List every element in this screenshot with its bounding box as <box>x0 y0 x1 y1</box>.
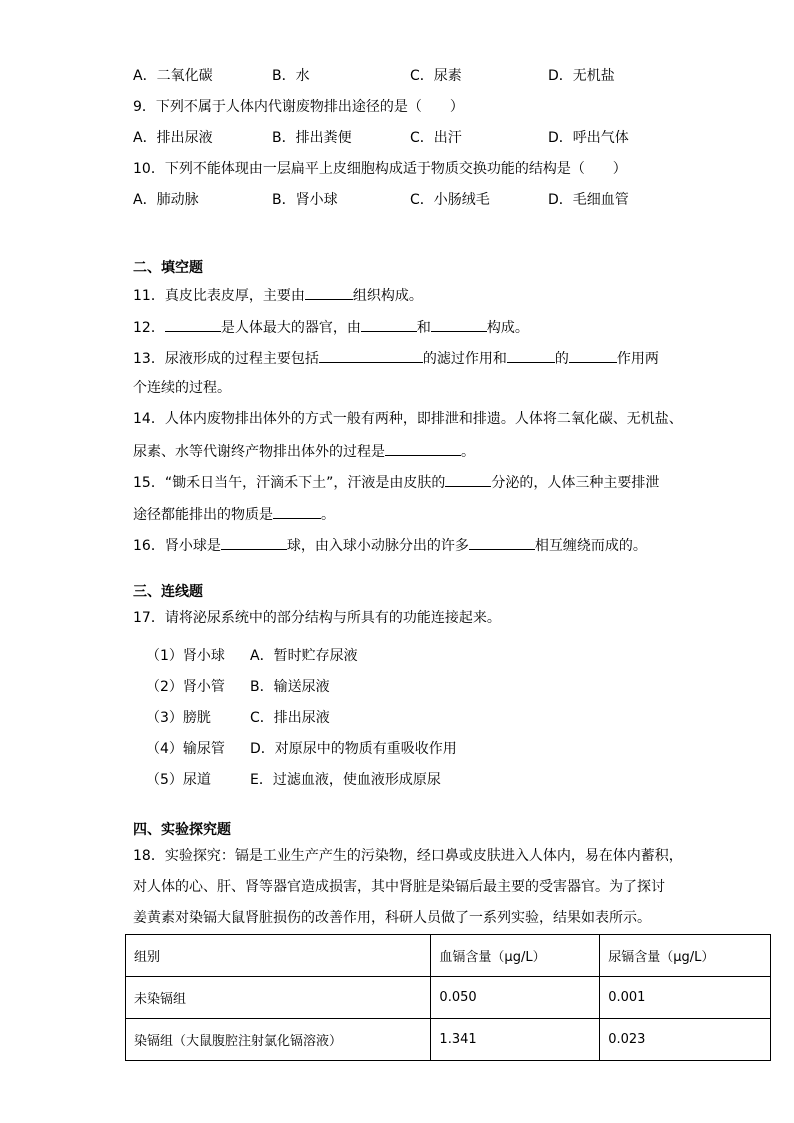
q8-option-a: A．二氧化碳 <box>133 68 213 84</box>
q12-text-a: 12． <box>133 320 165 336</box>
q13-blank-2[interactable] <box>507 347 555 363</box>
table-cell: 0.023 <box>600 1019 771 1061</box>
q14-text-a: 尿素、水等代谢终产物排出体外的过程是 <box>133 444 385 460</box>
q16-blank-1[interactable] <box>221 534 287 550</box>
results-table <box>125 934 771 1061</box>
q17-function-a: A．暂时贮存尿液 <box>250 648 358 664</box>
table-header-cell: 组别 <box>126 935 431 977</box>
q13-blank-1[interactable] <box>319 347 423 363</box>
q18-line-2: 对人体的心、肝、肾等器官造成损害，其中肾脏是染镉后最主要的受害器官。为了探讨 <box>133 879 665 895</box>
q12-text-d: 构成。 <box>486 320 529 336</box>
q15-text-d: 。 <box>321 507 335 523</box>
q11-blank[interactable] <box>305 284 353 300</box>
section-4-title: 四、实验探究题 <box>133 822 231 838</box>
q8-option-c: C．尿素 <box>410 68 462 84</box>
q14-text-b: 。 <box>461 444 475 460</box>
q9-option-b: B．排出粪便 <box>272 130 352 146</box>
q17-structure-3: （3）膀胱 <box>146 710 211 726</box>
q17-structure-5: （5）尿道 <box>146 772 211 788</box>
table-cell: 1.341 <box>431 1019 600 1061</box>
q12-text-b: 是人体最大的器官，由 <box>220 320 361 336</box>
q15-line-2 <box>133 503 335 525</box>
q12-blank-3[interactable] <box>431 316 487 332</box>
q14-line-2 <box>133 440 475 462</box>
q12-blank-1[interactable] <box>165 316 221 332</box>
q15-blank-2[interactable] <box>273 503 321 519</box>
q14-line-1: 14．人体内废物排出体外的方式一般有两种，即排泄和排遗。人体将二氧化碳、无机盐、 <box>133 411 683 427</box>
table-row <box>126 1019 771 1061</box>
q8-option-b: B．水 <box>272 68 310 84</box>
q15-text-c: 途径都能排出的物质是 <box>133 507 273 523</box>
q13-line-2: 个连续的过程。 <box>133 380 231 396</box>
table-header-row <box>126 935 771 977</box>
q12 <box>133 316 529 338</box>
q15-blank-1[interactable] <box>445 471 491 487</box>
q16-text-b: 球，由入球小动脉分出的许多 <box>286 538 469 554</box>
q17-structure-4: （4）输尿管 <box>146 741 225 757</box>
q18-line-1: 18．实验探究：镉是工业生产产生的污染物，经口鼻或皮肤进入人体内，易在体内蓄积， <box>133 848 683 864</box>
table-cell: 染镉组（大鼠腹腔注射氯化镉溶液） <box>126 1019 431 1061</box>
q15-text-b: 分泌的，人体三种主要排泄 <box>491 475 660 491</box>
q12-text-c: 和 <box>416 320 431 336</box>
q10-option-c: C．小肠绒毛 <box>410 192 490 208</box>
q9-stem: 9．下列不属于人体内代谢废物排出途径的是（ ） <box>133 99 464 115</box>
q11-text-b: 组织构成。 <box>352 288 423 304</box>
section-2-title: 二、填空题 <box>133 260 203 276</box>
q9-option-a: A．排出尿液 <box>133 130 213 146</box>
q16-text-c: 相互缠绕而成的。 <box>534 538 647 554</box>
table-cell: 0.050 <box>431 977 600 1019</box>
q16-text-a: 16．肾小球是 <box>133 538 221 554</box>
q13-line-1 <box>133 347 659 369</box>
q13-text-c: 的 <box>554 351 569 367</box>
q10-option-d: D．毛细血管 <box>548 192 629 208</box>
q16-blank-2[interactable] <box>469 534 535 550</box>
q10-stem: 10．下列不能体现由一层扁平上皮细胞构成适于物质交换功能的结构是（ ） <box>133 161 627 177</box>
table-row <box>126 977 771 1019</box>
q17-structure-1: （1）肾小球 <box>146 648 225 664</box>
q17-function-e: E．过滤血液，使血液形成原尿 <box>250 772 441 788</box>
q17-function-d: D．对原尿中的物质有重吸收作用 <box>250 741 457 757</box>
q15-line-1 <box>133 471 659 493</box>
q10-option-a: A．肺动脉 <box>133 192 199 208</box>
q8-option-d: D．无机盐 <box>548 68 615 84</box>
table-cell: 0.001 <box>600 977 771 1019</box>
q11 <box>133 284 423 306</box>
q17-structure-2: （2）肾小管 <box>146 679 225 695</box>
q11-text-a: 11．真皮比表皮厚，主要由 <box>133 288 305 304</box>
q17-function-b: B．输送尿液 <box>250 679 330 695</box>
q14-blank[interactable] <box>385 440 461 456</box>
q13-text-a: 13．尿液形成的过程主要包括 <box>133 351 319 367</box>
q18-line-3: 姜黄素对染镉大鼠肾脏损伤的改善作用，科研人员做了一系列实验，结果如表所示。 <box>133 910 651 926</box>
q9-option-d: D．呼出气体 <box>548 130 629 146</box>
q17-stem: 17．请将泌尿系统中的部分结构与所具有的功能连接起来。 <box>133 610 501 626</box>
q13-text-b: 的滤过作用和 <box>422 351 507 367</box>
q15-text-a: 15．“锄禾日当午，汗滴禾下土”，汗液是由皮肤的 <box>133 475 446 491</box>
table-header-cell: 血镉含量（μg/L） <box>431 935 600 977</box>
q13-blank-3[interactable] <box>569 347 617 363</box>
section-3-title: 三、连线题 <box>133 584 203 600</box>
q17-function-c: C．排出尿液 <box>250 710 330 726</box>
q16 <box>133 534 647 556</box>
table-cell: 未染镉组 <box>126 977 431 1019</box>
q9-option-c: C．出汗 <box>410 130 462 146</box>
q12-blank-2[interactable] <box>361 316 417 332</box>
q10-option-b: B．肾小球 <box>272 192 338 208</box>
table-header-cell: 尿镉含量（μg/L） <box>600 935 771 977</box>
q13-text-d: 作用两 <box>616 351 659 367</box>
